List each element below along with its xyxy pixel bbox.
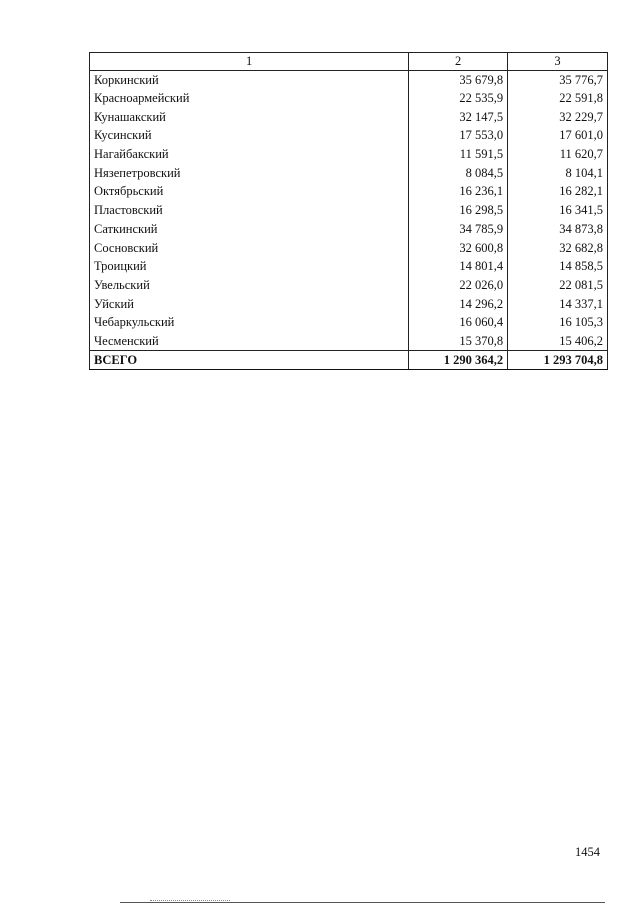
district-name: Чесменский bbox=[90, 332, 409, 351]
table-row bbox=[90, 239, 608, 258]
table-row bbox=[90, 220, 608, 239]
column-header-2: 2 bbox=[409, 53, 508, 71]
district-name: Увельский bbox=[90, 276, 409, 295]
value-col3: 11 620,7 bbox=[508, 145, 608, 164]
total-col3: 1 293 704,8 bbox=[508, 351, 608, 370]
column-header-3: 3 bbox=[508, 53, 608, 71]
value-col2: 14 801,4 bbox=[409, 257, 508, 276]
value-col2: 22 535,9 bbox=[409, 89, 508, 108]
value-col2: 11 591,5 bbox=[409, 145, 508, 164]
table-row bbox=[90, 71, 608, 90]
value-col3: 15 406,2 bbox=[508, 332, 608, 351]
district-name: Саткинский bbox=[90, 220, 409, 239]
district-name: Чебаркульский bbox=[90, 313, 409, 332]
value-col3: 22 591,8 bbox=[508, 89, 608, 108]
value-col2: 17 553,0 bbox=[409, 127, 508, 146]
total-label: ВСЕГО bbox=[90, 351, 409, 370]
value-col3: 8 104,1 bbox=[508, 164, 608, 183]
table-row bbox=[90, 257, 608, 276]
value-col2: 16 236,1 bbox=[409, 183, 508, 202]
district-name: Пластовский bbox=[90, 201, 409, 220]
table-row bbox=[90, 89, 608, 108]
district-name: Нязепетровский bbox=[90, 164, 409, 183]
footer-line bbox=[120, 902, 605, 903]
table-row bbox=[90, 183, 608, 202]
district-name: Сосновский bbox=[90, 239, 409, 258]
column-header-1: 1 bbox=[90, 53, 409, 71]
table-header-row bbox=[90, 53, 608, 71]
district-name: Уйский bbox=[90, 295, 409, 314]
district-name: Кусинский bbox=[90, 127, 409, 146]
district-name: Кунашакский bbox=[90, 108, 409, 127]
value-col3: 35 776,7 bbox=[508, 71, 608, 90]
district-name: Нагайбакский bbox=[90, 145, 409, 164]
value-col2: 34 785,9 bbox=[409, 220, 508, 239]
value-col3: 34 873,8 bbox=[508, 220, 608, 239]
district-name: Троицкий bbox=[90, 257, 409, 276]
table-row bbox=[90, 145, 608, 164]
value-col3: 32 229,7 bbox=[508, 108, 608, 127]
table-row bbox=[90, 313, 608, 332]
budget-table bbox=[89, 52, 608, 370]
page-number: 1454 bbox=[575, 845, 600, 859]
value-col3: 14 337,1 bbox=[508, 295, 608, 314]
value-col3: 16 341,5 bbox=[508, 201, 608, 220]
value-col3: 16 282,1 bbox=[508, 183, 608, 202]
table-row bbox=[90, 127, 608, 146]
value-col2: 15 370,8 bbox=[409, 332, 508, 351]
table-row bbox=[90, 276, 608, 295]
table-row bbox=[90, 332, 608, 351]
value-col3: 17 601,0 bbox=[508, 127, 608, 146]
total-col2: 1 290 364,2 bbox=[409, 351, 508, 370]
value-col2: 32 600,8 bbox=[409, 239, 508, 258]
value-col2: 8 084,5 bbox=[409, 164, 508, 183]
value-col3: 22 081,5 bbox=[508, 276, 608, 295]
table-row bbox=[90, 201, 608, 220]
value-col3: 14 858,5 bbox=[508, 257, 608, 276]
total-row bbox=[90, 351, 608, 370]
footer-dotted-line bbox=[150, 900, 230, 901]
district-name: Красноармейский bbox=[90, 89, 409, 108]
table-row bbox=[90, 164, 608, 183]
value-col2: 22 026,0 bbox=[409, 276, 508, 295]
table-body bbox=[90, 71, 608, 370]
value-col2: 35 679,8 bbox=[409, 71, 508, 90]
value-col2: 14 296,2 bbox=[409, 295, 508, 314]
value-col2: 32 147,5 bbox=[409, 108, 508, 127]
value-col3: 16 105,3 bbox=[508, 313, 608, 332]
table-row bbox=[90, 295, 608, 314]
table-row bbox=[90, 108, 608, 127]
district-name: Октябрьский bbox=[90, 183, 409, 202]
district-name: Коркинский bbox=[90, 71, 409, 90]
value-col2: 16 060,4 bbox=[409, 313, 508, 332]
value-col3: 32 682,8 bbox=[508, 239, 608, 258]
value-col2: 16 298,5 bbox=[409, 201, 508, 220]
